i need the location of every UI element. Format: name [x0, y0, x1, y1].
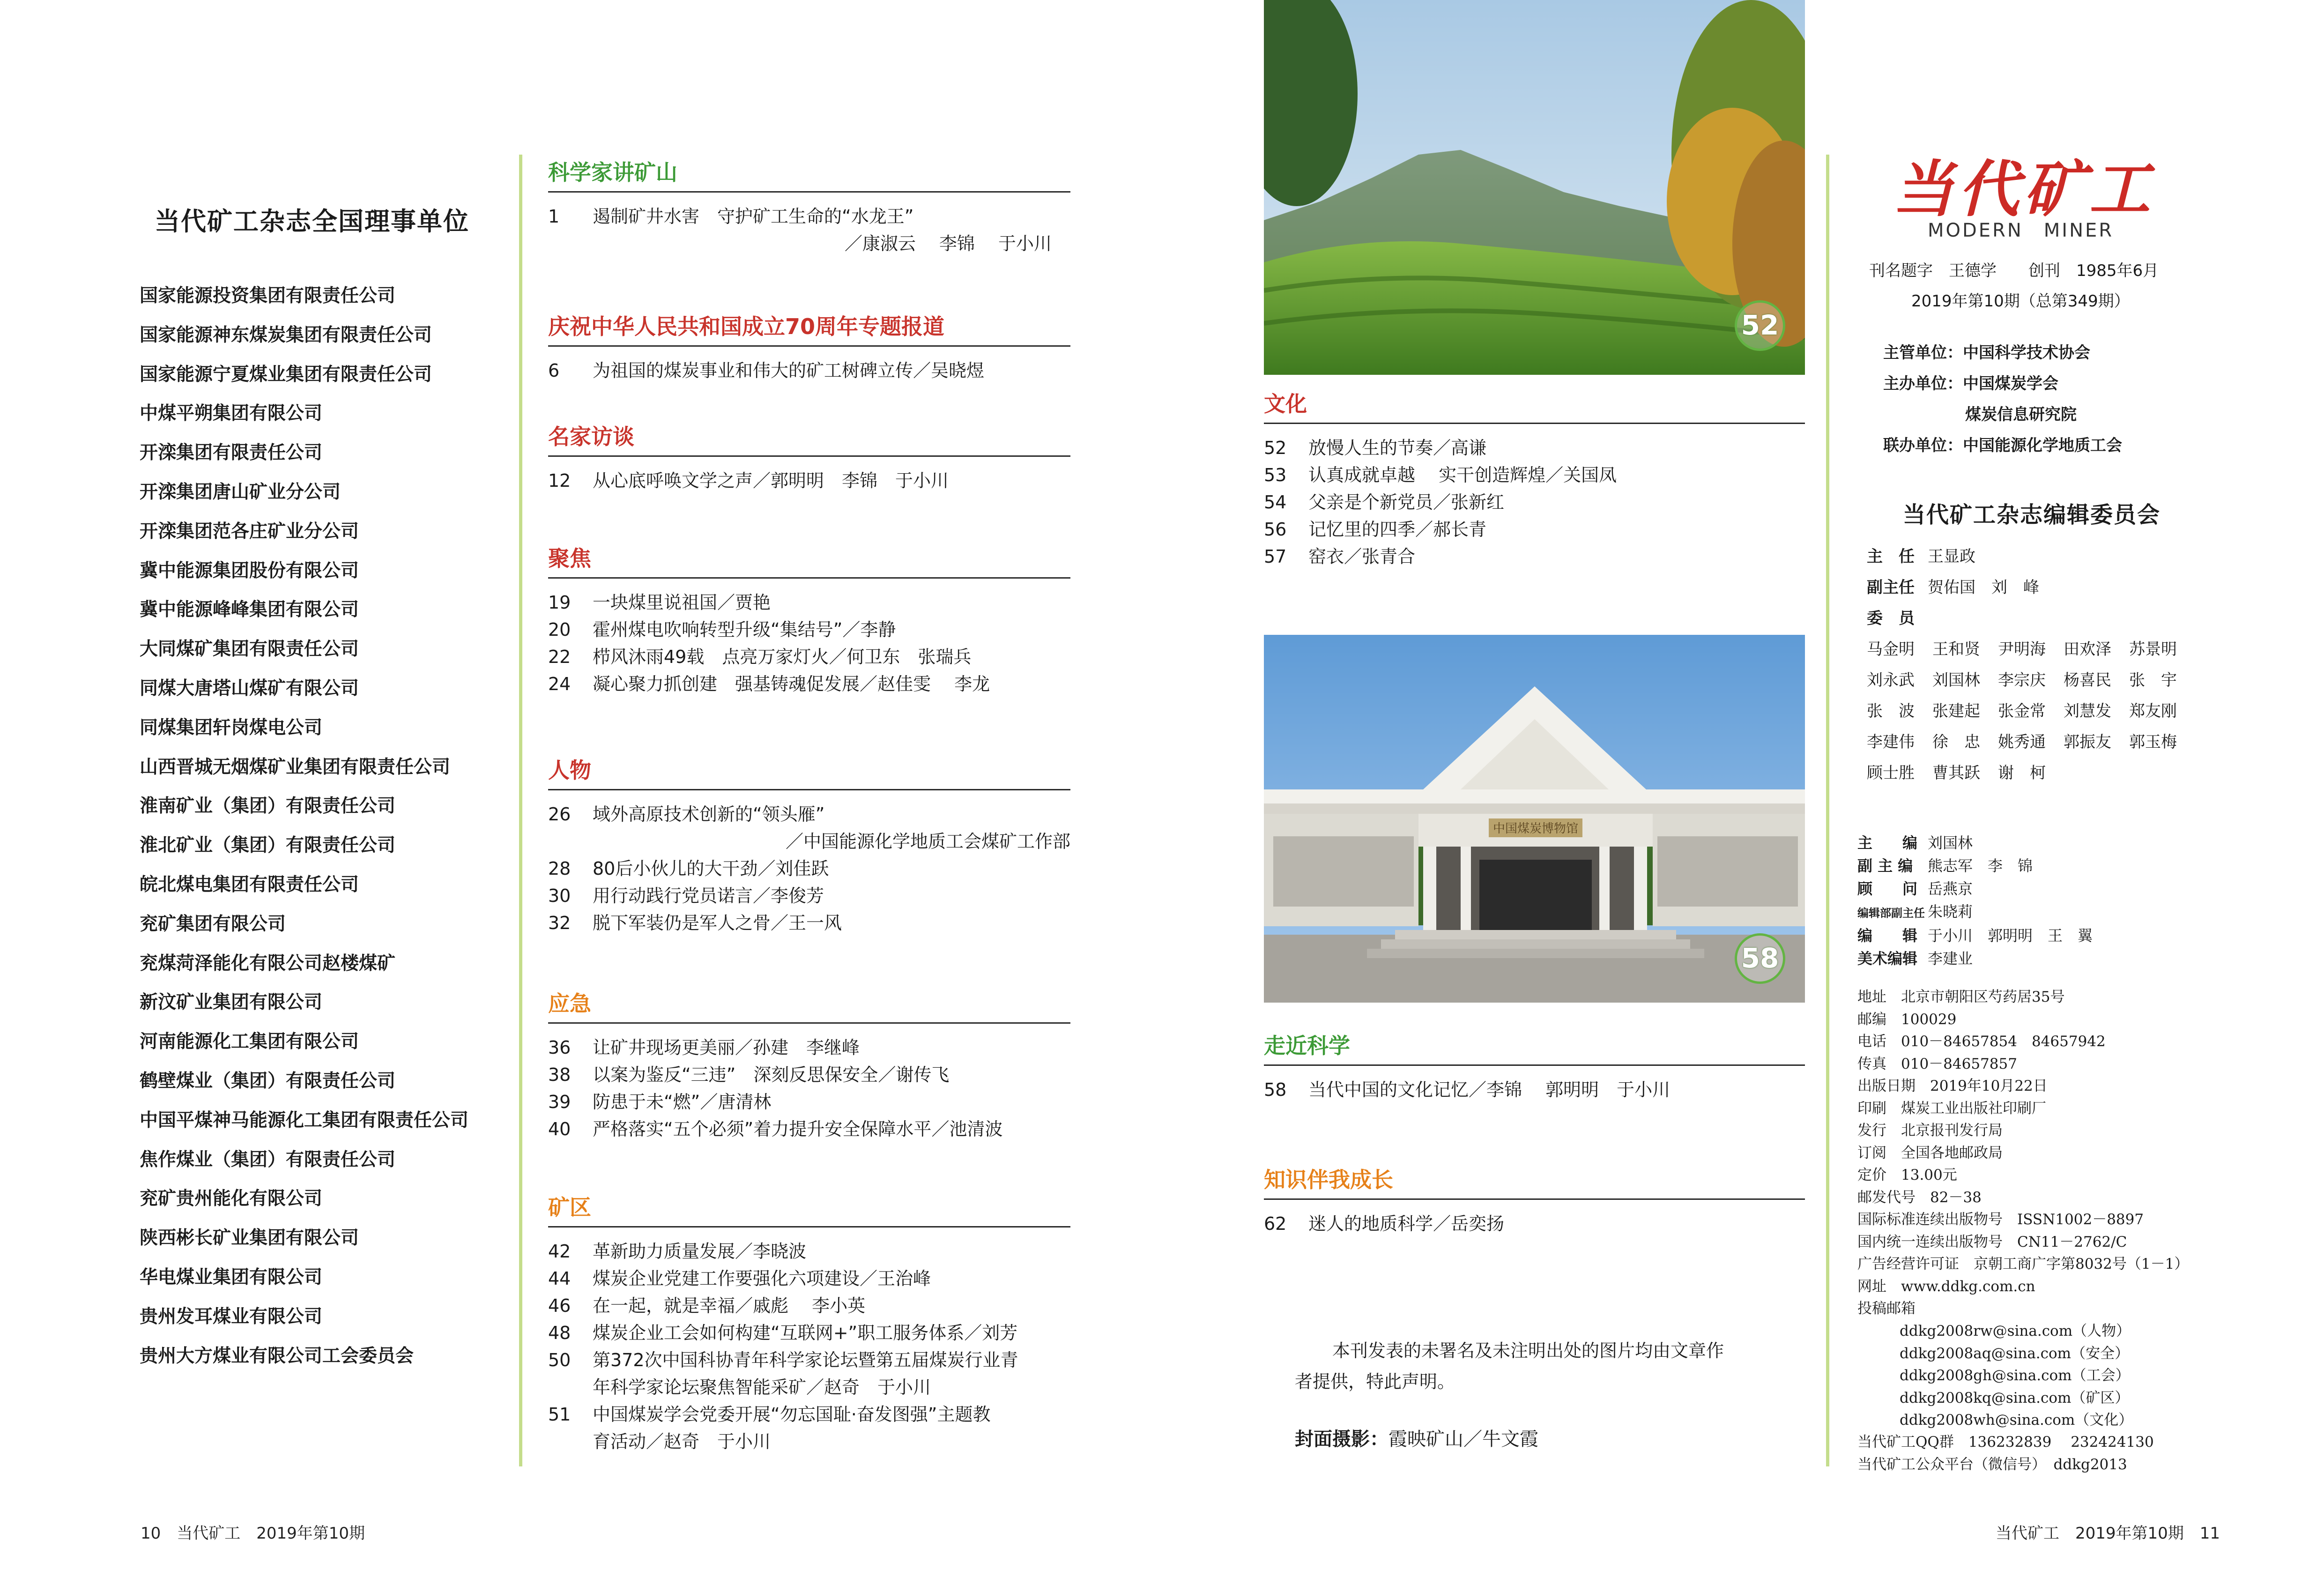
info-line: 国际标准连续出版物号 ISSN1002－8897 [1857, 1211, 2144, 1228]
council-member: 同煤大唐塔山煤矿有限公司 [140, 677, 359, 699]
column-divider-left [519, 155, 522, 1466]
toc-section-scientist [548, 157, 1070, 257]
social-accounts [1857, 1431, 2154, 1476]
qq-group: 当代矿工QQ群 136232839 232424130 [1857, 1434, 2154, 1451]
masthead-issue-line: 2019年第10期（总第349期） [1911, 292, 2130, 311]
wechat-account: 当代矿工公众平台（微信号） ddkg2013 [1857, 1456, 2127, 1473]
info-line: 传真 010－84657857 [1857, 1055, 2017, 1072]
editorial-member: 张金常 [1998, 702, 2046, 721]
council-member: 冀中能源峰峰集团有限公司 [140, 599, 359, 621]
magazine-logo: 当代矿工 [1893, 153, 2155, 225]
toc-item[interactable]: 40 严格落实“五个必须”着力提升安全保障水平／池清波 [548, 1119, 1003, 1139]
toc-section-70th-anniversary [548, 312, 1070, 384]
page-badge-58: 58 [1735, 933, 1785, 984]
council-member: 新汶矿业集团有限公司 [140, 992, 323, 1013]
toc-section-knowledge [1264, 1165, 1805, 1237]
toc-item[interactable]: 44 煤炭企业党建工作要强化六项建设／王治峰 [548, 1268, 931, 1289]
toc-item[interactable]: 58 当代中国的文化记忆／李锦 郭明明 于小川 [1264, 1079, 1671, 1100]
cover-photo-credit [1295, 1424, 1538, 1451]
footer-left: 10 当代矿工 2019年第10期 [141, 1524, 365, 1543]
section-title: 庆祝中华人民共和国成立70周年专题报道 [548, 314, 945, 339]
editorial-member: 顾士胜 [1867, 764, 1915, 782]
info-line: 邮编 100029 [1857, 1011, 1957, 1028]
notice-line: 本刊发表的未署名及未注明出处的图片均由文章作 [1332, 1340, 1724, 1361]
info-line: 定价 13.00元 [1857, 1167, 1957, 1183]
submission-emails [1900, 1320, 2133, 1432]
editorial-member: 刘国林 [1932, 671, 1980, 690]
council-member: 山西晋城无烟煤矿业集团有限责任公司 [140, 756, 451, 778]
section-rule [548, 455, 1070, 457]
editorial-member: 尹明海 [1998, 640, 2046, 659]
toc-item[interactable]: 20 霍州煤电吹响转型升级“集结号”／李静 [548, 619, 896, 640]
publication-info [1857, 986, 2189, 1320]
council-member: 淮北矿业（集团）有限责任公司 [140, 835, 396, 856]
council-member: 兖煤菏泽能化有限公司赵楼煤矿 [140, 952, 396, 974]
toc-item[interactable]: 38 以案为鉴反“三违” 深刻反思保安全／谢传飞 [548, 1064, 950, 1085]
toc-item[interactable]: 42 革新助力质量发展／李晓波 [548, 1241, 807, 1262]
toc-item[interactable]: 22 栉风沐雨49载 点亮万家灯火／何卫东 张瑞兵 [548, 647, 972, 667]
section-title: 走近科学 [1264, 1033, 1350, 1058]
email-line[interactable]: ddkg2008rw@sina.com（人物） [1900, 1323, 2131, 1339]
section-title: 矿区 [548, 1195, 591, 1220]
toc-item[interactable]: 57 窑衣／张青合 [1264, 546, 1416, 567]
toc-item[interactable]: 52 放慢人生的节奏／高谦 [1264, 438, 1487, 458]
section-title: 聚焦 [548, 546, 591, 571]
info-line: 发行 北京报刊发行局 [1857, 1122, 2003, 1139]
magazine-english-name: MODERN MINER [1928, 220, 2114, 241]
council-member: 大同煤矿集团有限责任公司 [140, 639, 359, 660]
museum-photo [1264, 635, 1805, 1003]
info-line: 邮发代号 82－38 [1857, 1189, 1982, 1206]
editorial-member: 郭振友 [2064, 733, 2111, 751]
council-member: 陕西彬长矿业集团有限公司 [140, 1227, 359, 1249]
toc-item[interactable]: 6 为祖国的煤炭事业和伟大的矿工树碑立传／吴晓煜 [548, 360, 985, 381]
masthead-title-line: 刊名题字 王德学 创刊 1985年6月 [1869, 261, 2159, 280]
council-member: 河南能源化工集团有限公司 [140, 1031, 359, 1053]
toc-item[interactable]: 50 第372次中国科协青年科学家论坛暨第五届煤炭行业青 年科学家论坛聚焦智能采矿／赵奇 于小川 [548, 1350, 1018, 1398]
editorial-member: 刘慧发 [2064, 702, 2111, 721]
council-member: 淮南矿业（集团）有限责任公司 [140, 796, 396, 817]
toc-item[interactable]: 54 父亲是个新党员／张新红 [1264, 492, 1505, 513]
info-line: 出版日期 2019年10月22日 [1857, 1078, 2048, 1094]
section-rule [548, 577, 1070, 579]
council-member: 华电煤业集团有限公司 [140, 1266, 323, 1288]
editorial-member: 张建起 [1932, 702, 1980, 721]
section-rule [548, 345, 1070, 347]
footer-right: 当代矿工 2019年第10期 11 [1996, 1524, 2220, 1543]
section-rule [548, 789, 1070, 790]
section-title: 知识伴我成长 [1264, 1167, 1393, 1192]
info-line: 投稿邮箱 [1857, 1300, 1916, 1317]
toc-section-science [1264, 1031, 1805, 1103]
section-title: 科学家讲矿山 [548, 160, 677, 185]
council-member: 开滦集团唐山矿业分公司 [140, 481, 341, 503]
council-member: 同煤集团轩岗煤电公司 [140, 717, 323, 738]
editorial-member: 田欢泽 [2064, 640, 2111, 659]
section-title: 人物 [548, 758, 591, 783]
editorial-members [1867, 634, 2195, 788]
info-line: 网址 www.ddkg.com.cn [1857, 1278, 2035, 1295]
museum-sign: 中国煤炭博物馆 [1492, 822, 1579, 835]
section-rule [548, 1226, 1070, 1227]
toc-item[interactable]: 24 凝心聚力抓创建 强基铸魂促发展／赵佳雯 李龙 [548, 674, 990, 694]
email-line[interactable]: ddkg2008aq@sina.com（安全） [1900, 1345, 2130, 1362]
info-line: 印刷 煤炭工业出版社印刷厂 [1857, 1100, 2046, 1117]
toc-section-interview [548, 422, 1070, 494]
editorial-member: 杨喜民 [2064, 671, 2111, 690]
toc-item[interactable]: 62 迷人的地质科学／岳奕扬 [1264, 1213, 1505, 1234]
council-member: 贵州大方煤业有限公司工会委员会 [140, 1345, 414, 1367]
council-member: 国家能源投资集团有限责任公司 [140, 285, 396, 306]
section-rule [548, 191, 1070, 193]
council-member: 贵州发耳煤业有限公司 [140, 1306, 323, 1327]
cover-label: 封面摄影： [1295, 1428, 1388, 1450]
editorial-member: 曹其跃 [1932, 764, 1980, 782]
council-member: 开滦集团有限责任公司 [140, 442, 323, 464]
toc-item[interactable]: 56 记忆里的四季／郝长青 [1264, 519, 1487, 540]
council-member: 中煤平朔集团有限公司 [140, 403, 323, 424]
council-member: 皖北煤电集团有限责任公司 [140, 874, 359, 895]
info-line: 地址 北京市朝阳区芍药居35号 [1857, 989, 2065, 1005]
info-line: 国内统一连续出版物号 CN11－2762/C [1857, 1233, 2127, 1250]
toc-item[interactable]: 36 让矿井现场更美丽／孙建 李继峰 [548, 1037, 860, 1058]
section-title: 文化 [1264, 391, 1307, 417]
toc-section-people [548, 755, 1070, 937]
toc-item[interactable]: 53 认真成就卓越 实干创造辉煌／关国凤 [1264, 465, 1617, 485]
toc-item[interactable]: 46 在一起，就是幸福／戚彪 李小英 [548, 1295, 866, 1316]
council-member: 国家能源宁夏煤业集团有限责任公司 [140, 364, 432, 385]
council-member: 兖矿集团有限公司 [140, 913, 286, 935]
council-list [140, 283, 468, 1382]
toc-item[interactable]: 19 一块煤里说祖国／贾艳 [548, 592, 771, 613]
email-line[interactable]: ddkg2008wh@sina.com（文化） [1900, 1412, 2133, 1428]
council-member: 国家能源神东煤炭集团有限责任公司 [140, 324, 432, 346]
section-title: 应急 [548, 991, 591, 1016]
toc-item[interactable]: 26 域外高原技术创新的“领头雁” ／中国能源化学地质工会煤矿工作部 [548, 804, 1070, 852]
email-line[interactable]: ddkg2008gh@sina.com（工会） [1900, 1367, 2130, 1384]
toc-section-focus [548, 543, 1070, 698]
section-rule [1264, 1064, 1805, 1066]
notice-line: 者提供，特此声明。 [1295, 1371, 1455, 1392]
editorial-board-title: 当代矿工杂志编辑委员会 [1903, 502, 2161, 528]
editorial-member: 谢 柯 [1998, 764, 2046, 782]
editorial-member: 郭玉梅 [2129, 733, 2177, 751]
toc-item[interactable]: 39 防患于未“燃”／唐清林 [548, 1092, 772, 1112]
toc-item[interactable]: 1 遏制矿井水害 守护矿工生命的“水龙王” ／康淑云 李锦 于小川 [548, 206, 1052, 254]
section-rule [548, 1022, 1070, 1024]
editorial-member: 李建伟 [1867, 733, 1915, 751]
section-rule [1264, 1198, 1805, 1200]
editorial-member: 王和贤 [1932, 640, 1980, 659]
section-rule [1264, 423, 1805, 424]
toc-item[interactable]: 51 中国煤炭学会党委开展“勿忘国耻·奋发图强”主题教 育活动／赵奇 于小川 [548, 1404, 991, 1452]
page-badge-52: 52 [1735, 300, 1785, 351]
editorial-member: 李宗庆 [1998, 671, 2046, 690]
editorial-board: 主 任 王显政 副主任 贺佑国 刘 峰 委 员 马金明 王和贤 尹明海 田欢泽 苏景明 刘永武 刘国林 李宗庆 杨喜民 张 宇 张 波 张建起 张金常 刘慧发 郑友刚 李建伟 徐 忠 姚秀通 郭振友 郭玉梅 顾士胜 曹其跃 谢 柯 [1867, 541, 2195, 788]
council-title: 当代矿工杂志全国理事单位 [155, 207, 469, 236]
staff-block: 主 编 刘国林 副 主 编 熊志军 李 锦 顾 问 岳燕京 编辑部副主任 朱晓莉 编 辑 于小川 郭明明 王 翼 美术编辑 李建业 [1857, 834, 2093, 967]
council-member: 冀中能源集团股份有限公司 [140, 560, 359, 581]
toc-section-mining-area [548, 1192, 1070, 1455]
council-member: 焦作煤业（集团）有限责任公司 [140, 1149, 396, 1170]
editorial-member: 徐 忠 [1932, 733, 1980, 751]
editorial-member: 马金明 [1867, 640, 1915, 659]
toc-item[interactable]: 30 用行动践行党员诺言／李俊芳 [548, 885, 824, 906]
editorial-member: 郑友刚 [2129, 702, 2177, 721]
copyright-notice [1295, 1335, 1791, 1397]
toc-item[interactable]: 32 脱下军装仍是军人之骨／王一风 [548, 913, 842, 933]
cover-value: 霞映矿山／牛文霞 [1388, 1428, 1538, 1450]
editorial-member: 姚秀通 [1998, 733, 2046, 751]
masthead-units: 主管单位：中国科学技术协会 主办单位：中国煤炭学会 煤炭信息研究院 联办单位：中国能源化学地质工会 [1883, 343, 2122, 455]
council-member: 鹤壁煤业（集团）有限责任公司 [140, 1070, 396, 1092]
toc-section-emergency [548, 989, 1070, 1143]
info-line: 电话 010－84657854 84657942 [1857, 1033, 2106, 1050]
editorial-member: 刘永武 [1867, 671, 1915, 690]
toc-section-culture [1264, 389, 1805, 570]
column-divider-right [1826, 155, 1829, 1466]
museum-building-illustration [1264, 635, 1805, 1003]
council-member: 开滦集团范各庄矿业分公司 [140, 521, 359, 542]
council-member: 中国平煤神马能源化工集团有限责任公司 [140, 1109, 469, 1131]
info-line: 广告经营许可证 京朝工商广字第8032号（1－1） [1857, 1256, 2189, 1272]
info-line: 订阅 全国各地邮政局 [1857, 1144, 2003, 1161]
toc-item[interactable]: 12 从心底呼唤文学之声／郭明明 李锦 于小川 [548, 470, 949, 491]
council-member: 兖矿贵州能化有限公司 [140, 1188, 323, 1210]
tea-garden-illustration [1264, 0, 1805, 375]
editorial-member: 苏景明 [2129, 640, 2177, 659]
section-title: 名家访谈 [548, 424, 634, 449]
toc-item[interactable]: 28 80后小伙儿的大干劲／刘佳跃 [548, 858, 829, 879]
editorial-member: 张 波 [1867, 702, 1915, 721]
tea-garden-photo [1264, 0, 1805, 375]
toc-item[interactable]: 48 煤炭企业工会如何构建“互联网+”职工服务体系／刘芳 [548, 1323, 1018, 1343]
editorial-member: 张 宇 [2129, 671, 2177, 690]
email-line[interactable]: ddkg2008kq@sina.com（矿区） [1900, 1389, 2130, 1406]
